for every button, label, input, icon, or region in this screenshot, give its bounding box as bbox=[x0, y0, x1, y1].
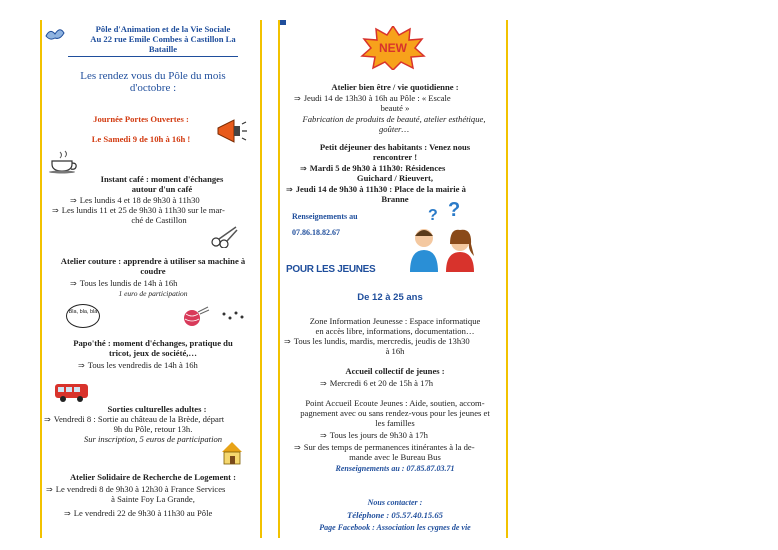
zone-line-1: Zone Information Jeunesse : Espace informatique bbox=[309, 316, 481, 326]
paej-line-6: mande avec le Bureau Bus bbox=[349, 452, 441, 462]
page-title-line-2: d'octobre : bbox=[129, 82, 177, 94]
house-icon bbox=[220, 440, 244, 466]
cafe-line-1-text: Les lundis 4 et 18 de 9h30 à 11h30 bbox=[79, 195, 200, 205]
housing-line-2 bbox=[64, 508, 262, 519]
wellbeing-note-2: goûter… bbox=[378, 124, 410, 134]
breakfast-line-2-text: Jeudi 14 de 9h30 à 11h30 : Place de la mairie à bbox=[295, 184, 466, 194]
paej-line-3: les familles bbox=[375, 418, 415, 428]
breakfast-title-2: rencontrer ! bbox=[372, 152, 418, 162]
breakfast-line-1-text: Mardi 5 de 9h30 à 11h30: Résidences bbox=[309, 163, 446, 173]
arrow-icon: ⇒ bbox=[320, 379, 327, 388]
housing-line-2-text: Le vendredi 22 de 9h30 à 11h30 au Pôle bbox=[73, 508, 213, 518]
sewing-title-1: Atelier couture : apprendre à utiliser sa machine à bbox=[60, 256, 246, 266]
svg-text:?: ? bbox=[448, 202, 461, 221]
paej-line-5-text: Sur des temps de permanences itinérantes à la de- bbox=[303, 442, 475, 452]
arrow-icon: ⇒ bbox=[70, 196, 77, 205]
arrow-icon: ⇒ bbox=[284, 337, 291, 346]
sewing-line-1 bbox=[70, 278, 260, 289]
right-flyer-panel bbox=[278, 20, 508, 538]
cafe-title-1: Instant café : moment d'échanges bbox=[100, 174, 224, 184]
bus-icon bbox=[54, 382, 90, 404]
header-line-2: Au 22 rue Emile Combes à Castillon La bbox=[90, 34, 236, 44]
papo-line-1 bbox=[78, 360, 262, 371]
header-line-1: Pôle d'Animation et de la Vie Sociale bbox=[95, 24, 231, 34]
scissors-icon bbox=[210, 224, 240, 248]
header-divider bbox=[68, 56, 238, 57]
housing-title: Atelier Solidaire de Recherche de Logement : bbox=[69, 472, 237, 482]
youth-age: De 12 à 25 ans bbox=[357, 292, 423, 303]
accueil-title: Accueil collectif de jeunes : bbox=[345, 366, 445, 376]
megaphone-icon bbox=[214, 118, 248, 146]
housing-line-1-text: Le vendredi 8 de 9h30 à 12h30 à France Services bbox=[55, 484, 226, 494]
open-day-title: Journée Portes Ouvertes : bbox=[93, 114, 189, 124]
breakfast-title-1: Petit déjeuner des habitants : Venez nous bbox=[319, 142, 471, 152]
yarn-ball-icon bbox=[182, 306, 210, 328]
arrow-icon: ⇒ bbox=[286, 185, 293, 194]
sewing-title-2: coudre bbox=[140, 266, 166, 276]
zone-line-4: à 16h bbox=[385, 346, 405, 356]
cafe-line-2-text: Les lundis 11 et 25 de 9h30 à 11h30 sur le mar- bbox=[61, 205, 225, 215]
page-title-line-1: Les rendez vous du Pôle du mois bbox=[80, 70, 226, 82]
cafe-title-2: autour d'un café bbox=[131, 184, 193, 194]
coffee-cup-icon bbox=[48, 150, 80, 174]
papo-title-1: Papo'thé : moment d'échanges, pratique du bbox=[73, 338, 233, 348]
paej-line-2: pagnement avec ou sans rendez-vous pour les jeunes et bbox=[300, 408, 490, 418]
header-line-3: Bataille bbox=[148, 44, 178, 54]
accueil-line-text: Mercredi 6 et 20 de 15h à 17h bbox=[329, 378, 434, 388]
sewing-line-1-text: Tous les lundis de 14h à 16h bbox=[79, 278, 178, 288]
contact-phone: Téléphone : 05.57.40.15.65 bbox=[347, 510, 443, 520]
paej-line-4 bbox=[320, 430, 506, 441]
speech-bubble-icon bbox=[66, 304, 100, 328]
corner-mark bbox=[280, 20, 286, 25]
bubble-text: Bla, bla, bla bbox=[68, 309, 98, 315]
zone-line-3-text: Tous les lundis, mardis, mercredis, jeudis de 13h30 bbox=[293, 336, 470, 346]
arrow-icon: ⇒ bbox=[64, 509, 71, 518]
arrow-icon: ⇒ bbox=[294, 443, 301, 452]
questioning-people-icon bbox=[402, 202, 486, 274]
wellbeing-title: Atelier bien être / vie quotidienne : bbox=[331, 82, 459, 92]
papo-title-2: tricot, jeux de société,… bbox=[108, 348, 198, 358]
paej-info: Renseignements au : 07.85.87.03.71 bbox=[335, 464, 455, 473]
zone-line-2: en accès libre, informations, documentation… bbox=[315, 326, 475, 336]
arrow-icon: ⇒ bbox=[320, 431, 327, 440]
outings-note: Sur inscription, 5 euros de participation bbox=[83, 434, 223, 444]
paej-line-4-text: Tous les jours de 9h30 à 17h bbox=[329, 430, 428, 440]
contact-facebook: Page Facebook : Association les cygnes de vie bbox=[319, 523, 471, 532]
sewing-note: 1 euro de participation bbox=[118, 289, 188, 298]
new-badge bbox=[360, 26, 426, 70]
info-phone: 07.86.18.82.67 bbox=[292, 228, 340, 237]
dice-icon bbox=[220, 308, 248, 324]
wellbeing-note-1: Fabrication de produits de beauté, atelier esthétique, bbox=[302, 114, 486, 124]
swan-logo-icon bbox=[44, 24, 66, 42]
breakfast-line-1-cont: Guichard / Rieuvert, bbox=[356, 173, 434, 183]
outings-line-1-text: Vendredi 8 : Sortie au château de la Brède, départ bbox=[53, 414, 225, 424]
arrow-icon: ⇒ bbox=[78, 361, 85, 370]
svg-text:?: ? bbox=[428, 207, 438, 224]
arrow-icon: ⇒ bbox=[52, 206, 59, 215]
arrow-icon: ⇒ bbox=[294, 94, 301, 103]
accueil-line bbox=[320, 378, 506, 389]
open-day-date: Le Samedi 9 de 10h à 16h ! bbox=[91, 134, 191, 144]
outings-title: Sorties culturelles adultes : bbox=[107, 404, 207, 414]
wellbeing-line-2: beauté » bbox=[380, 103, 410, 113]
papo-line-1-text: Tous les vendredis de 14h à 16h bbox=[87, 360, 198, 370]
housing-line-1-cont: à Sainte Foy La Grande, bbox=[111, 494, 195, 504]
wellbeing-line-1-text: Jeudi 14 de 13h30 à 16h au Pôle : « Escale bbox=[303, 93, 451, 103]
paej-line-1: Point Accueil Ecoute Jeunes : Aide, soutien, accom- bbox=[305, 398, 485, 408]
arrow-icon: ⇒ bbox=[44, 415, 51, 424]
arrow-icon: ⇒ bbox=[70, 279, 77, 288]
arrow-icon: ⇒ bbox=[46, 485, 53, 494]
youth-heading: POUR LES JEUNES bbox=[286, 264, 376, 275]
contact-title: Nous contacter : bbox=[367, 498, 423, 507]
outings-line-2: 9h du Pôle, retour 13h. bbox=[113, 424, 193, 434]
arrow-icon: ⇒ bbox=[300, 164, 307, 173]
info-label: Renseignements au bbox=[292, 212, 358, 221]
left-flyer-panel bbox=[40, 20, 262, 538]
cafe-line-2-cont: ché de Castillon bbox=[131, 215, 187, 225]
new-badge-text: NEW bbox=[379, 41, 407, 55]
breakfast-line-2-cont: Branne bbox=[381, 194, 409, 204]
